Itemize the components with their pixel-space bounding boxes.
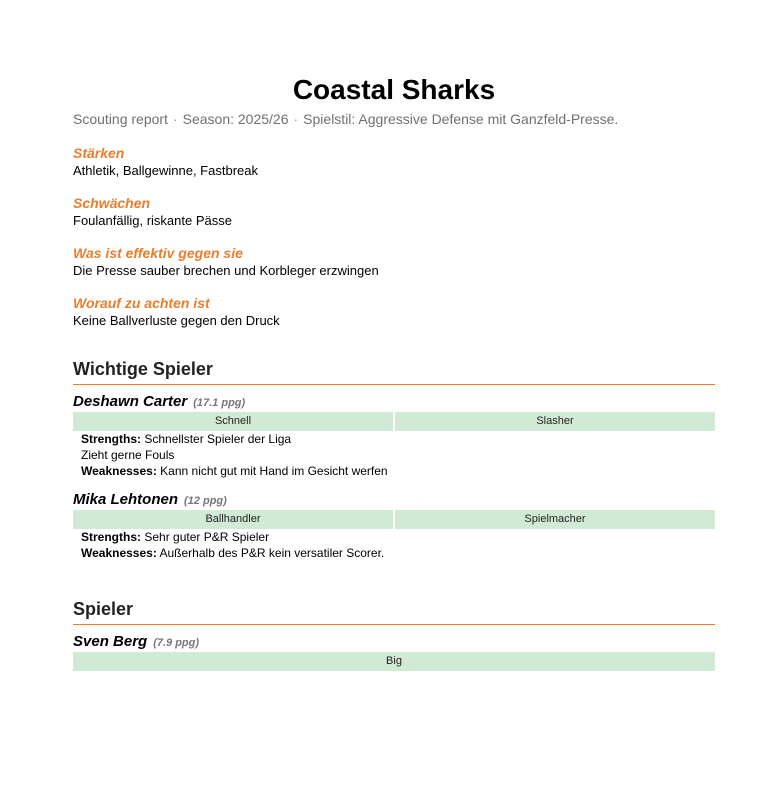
strengths-label: Strengths: xyxy=(81,432,141,446)
weaknesses-text: Kann nicht gut mit Hand im Gesicht werfen xyxy=(160,464,388,478)
subtitle-separator: · xyxy=(293,111,299,127)
section-text: Athletik, Ballgewinne, Fastbreak xyxy=(73,163,258,178)
key-players-heading: Wichtige Spieler xyxy=(73,358,715,385)
player-tag: Spielmacher xyxy=(395,510,715,529)
section-weaknesses xyxy=(73,195,715,229)
player-ppg: (7.9 ppg) xyxy=(153,637,200,649)
player-tag: Ballhandler xyxy=(73,510,393,529)
report-subtitle xyxy=(73,110,715,128)
all-players-section xyxy=(73,598,715,671)
player-ppg: (12 ppg) xyxy=(184,495,227,507)
all-players-heading: Spieler xyxy=(73,598,715,625)
section-effective-against xyxy=(73,245,715,279)
player-name-row xyxy=(73,491,715,510)
section-strengths xyxy=(73,145,715,179)
section-text: Die Presse sauber brechen und Korbleger erzwingen xyxy=(73,263,379,278)
strengths-text: Sehr guter P&R Spieler xyxy=(144,530,270,544)
player-name: Mika Lehtonen xyxy=(73,491,179,508)
strengths-text: Schnellster Spieler der Liga xyxy=(144,432,292,446)
player-tag: Slasher xyxy=(395,412,715,431)
section-text: Keine Ballverluste gegen den Druck xyxy=(73,313,280,328)
player-card xyxy=(73,393,715,479)
player-name-row xyxy=(73,633,715,652)
player-card xyxy=(73,633,715,671)
subtitle-separator: · xyxy=(172,111,178,127)
strengths-label: Strengths: xyxy=(81,530,141,544)
weaknesses-text: Außerhalb des P&R kein versatiler Scorer. xyxy=(159,546,385,560)
section-heading: Schwächen xyxy=(73,195,151,211)
weaknesses-label: Weaknesses: xyxy=(81,464,157,478)
team-name: Coastal Sharks xyxy=(292,74,496,105)
section-heading: Worauf zu achten ist xyxy=(73,295,210,311)
section-watch-out xyxy=(73,295,715,329)
player-name-row xyxy=(73,393,715,412)
player-tags xyxy=(73,412,715,431)
player-tags xyxy=(73,652,715,671)
player-notes xyxy=(73,431,715,479)
player-name: Sven Berg xyxy=(73,633,148,650)
subtitle-season: Season: 2025/26 xyxy=(182,111,289,127)
section-heading: Stärken xyxy=(73,145,125,161)
player-card xyxy=(73,491,715,561)
strengths-line xyxy=(81,529,715,545)
weaknesses-line xyxy=(81,463,715,479)
key-players-section xyxy=(73,358,715,561)
player-tag: Big xyxy=(73,652,715,671)
player-name: Deshawn Carter xyxy=(73,393,188,410)
strengths-line xyxy=(81,431,715,447)
subtitle-style: Spielstil: Aggressive Defense mit Ganzfeld-Presse. xyxy=(303,111,619,127)
player-tag: Schnell xyxy=(73,412,393,431)
strengths-text: Zieht gerne Fouls xyxy=(81,448,175,462)
section-text: Foulanfällig, riskante Pässe xyxy=(73,213,232,228)
player-notes xyxy=(73,529,715,561)
player-ppg: (17.1 ppg) xyxy=(193,397,246,409)
section-heading: Was ist effektiv gegen sie xyxy=(73,245,243,261)
weaknesses-label: Weaknesses: xyxy=(81,546,157,560)
weaknesses-line xyxy=(81,545,715,561)
player-tags xyxy=(73,510,715,529)
subtitle-report: Scouting report xyxy=(73,111,168,127)
